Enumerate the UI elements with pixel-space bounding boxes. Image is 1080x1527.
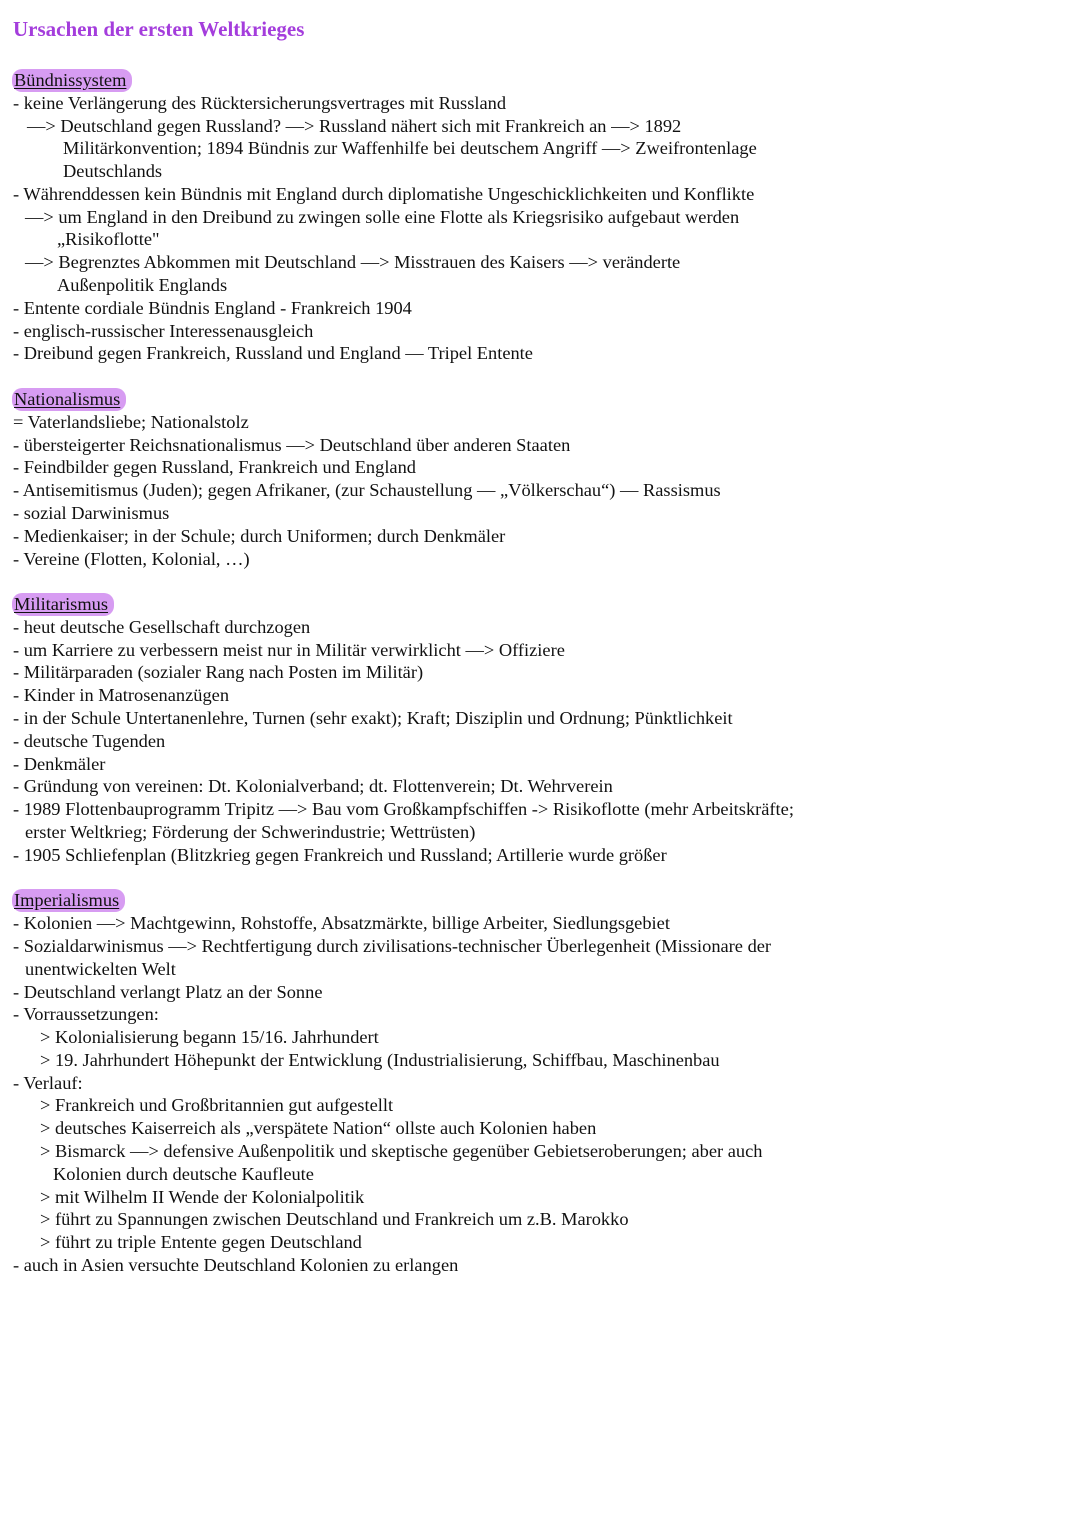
text-line: > 19. Jahrhundert Höhepunkt der Entwicklung (Industrialisierung, Schiffbau, Maschinenbau <box>40 1049 720 1070</box>
section-gap <box>13 365 1063 388</box>
text-line: - Verlauf: <box>13 1072 83 1093</box>
text-line: - Feindbilder gegen Russland, Frankreich und England <box>13 457 416 478</box>
section-gap <box>13 570 1063 593</box>
text-line: - keine Verlängerung des Rücktersicherungsvertrages mit Russland <box>13 92 507 113</box>
text-line: > Frankreich und Großbritannien gut aufgestellt <box>40 1095 394 1116</box>
text-line: - deutsche Tugenden <box>13 730 166 751</box>
text-line: - Kinder in Matrosenanzügen <box>13 685 230 706</box>
section-heading: Bündnissystem <box>12 69 132 92</box>
text-line: > Bismarck —> defensive Außenpolitik und skeptische gegenüber Gebietseroberungen; aber auch <box>40 1141 763 1162</box>
text-line: - Medienkaiser; in der Schule; durch Uniformen; durch Denkmäler <box>13 525 506 546</box>
text-line: „Risikoflotte" <box>57 229 160 250</box>
text-line: Deutschlands <box>63 161 163 182</box>
text-line: - 1989 Flottenbauprogramm Tripitz —> Bau vom Großkampfschiffen -> Risikoflotte (mehr Arbeitskräfte; <box>13 799 794 820</box>
text-line: > deutsches Kaiserreich als „verspätete Nation“ ollste auch Kolonien haben <box>40 1118 597 1139</box>
text-line: unentwickelten Welt <box>25 958 176 979</box>
document-page <box>13 14 1063 1277</box>
text-line: Militärkonvention; 1894 Bündnis zur Waffenhilfe bei deutschem Angriff —> Zweifrontenlage <box>63 138 757 159</box>
section-nationalismus <box>13 388 1063 570</box>
text-line: > führt zu triple Entente gegen Deutschland <box>40 1232 362 1253</box>
text-line: - in der Schule Untertanenlehre, Turnen (sehr exakt); Kraft; Disziplin und Ordnung; Pünktlichkeit <box>13 708 733 729</box>
text-line: > mit Wilhelm II Wende der Kolonialpolitik <box>40 1186 365 1207</box>
text-line: - übersteigerter Reichsnationalismus —> Deutschland über anderen Staaten <box>13 434 571 455</box>
section-heading: Nationalismus <box>12 388 126 411</box>
text-line: - Militärparaden (sozialer Rang nach Posten im Militär) <box>13 662 424 683</box>
text-line: > Kolonialisierung begann 15/16. Jahrhundert <box>40 1027 379 1048</box>
text-line: - auch in Asien versuchte Deutschland Kolonien zu erlangen <box>13 1255 459 1276</box>
text-line: - sozial Darwinismus <box>13 502 170 523</box>
text-line: - englisch-russischer Interessenausgleich <box>13 320 314 341</box>
text-line: - heut deutsche Gesellschaft durchzogen <box>13 616 311 637</box>
text-line: —> um England in den Dreibund zu zwingen solle eine Flotte als Kriegsrisiko aufgebaut werden <box>25 206 740 227</box>
section-heading: Imperialismus <box>12 889 125 912</box>
text-line: - Gründung von vereinen: Dt. Kolonialverband; dt. Flottenverein; Dt. Wehrverein <box>13 776 613 797</box>
section-gap <box>13 867 1063 890</box>
text-line: Außenpolitik Englands <box>57 275 228 296</box>
text-line: —> Begrenztes Abkommen mit Deutschland —> Misstrauen des Kaisers —> veränderte <box>25 252 681 273</box>
text-line: - Deutschland verlangt Platz an der Sonne <box>13 981 323 1002</box>
text-line: - Denkmäler <box>13 753 106 774</box>
text-line: - Dreibund gegen Frankreich, Russland und England — Tripel Entente <box>13 343 533 364</box>
text-line: - Sozialdarwinismus —> Rechtfertigung durch zivilisations-technischer Überlegenheit (Missionare der <box>13 935 772 956</box>
text-line: - Entente cordiale Bündnis England - Frankreich 1904 <box>13 297 412 318</box>
text-line: > führt zu Spannungen zwischen Deutschland und Frankreich um z.B. Marokko <box>40 1209 629 1230</box>
text-line: - Vereine (Flotten, Kolonial, …) <box>13 548 250 569</box>
section-heading: Militarismus <box>12 593 114 616</box>
text-line: Kolonien durch deutsche Kaufleute <box>53 1163 314 1184</box>
text-line: = Vaterlandsliebe; Nationalstolz <box>13 411 249 432</box>
text-line: - Antisemitismus (Juden); gegen Afrikaner, (zur Schaustellung — „Völkerschau“) — Rassismus <box>13 480 721 501</box>
document-title: Ursachen der ersten Weltkrieges <box>13 17 305 41</box>
text-line: - um Karriere zu verbessern meist nur in Militär verwirklicht —> Offiziere <box>13 639 565 660</box>
section-militarismus <box>13 593 1063 866</box>
section-buendnissystem <box>13 69 1063 365</box>
text-line: —> Deutschland gegen Russland? —> Russland nähert sich mit Frankreich an —> 1892 <box>27 115 682 136</box>
text-line: - Vorraussetzungen: <box>13 1004 159 1025</box>
text-line: - 1905 Schliefenplan (Blitzkrieg gegen Frankreich und Russland; Artillerie wurde größer <box>13 844 667 865</box>
text-line: - Kolonien —> Machtgewinn, Rohstoffe, Absatzmärkte, billige Arbeiter, Siedlungsgebiet <box>13 913 670 934</box>
spacer <box>13 44 1063 69</box>
text-line: erster Weltkrieg; Förderung der Schwerindustrie; Wettrüsten) <box>25 822 476 843</box>
section-imperialismus <box>13 889 1063 1276</box>
text-line: - Währenddessen kein Bündnis mit England durch diplomatishe Ungeschicklichkeiten und Konflikte <box>13 183 755 204</box>
